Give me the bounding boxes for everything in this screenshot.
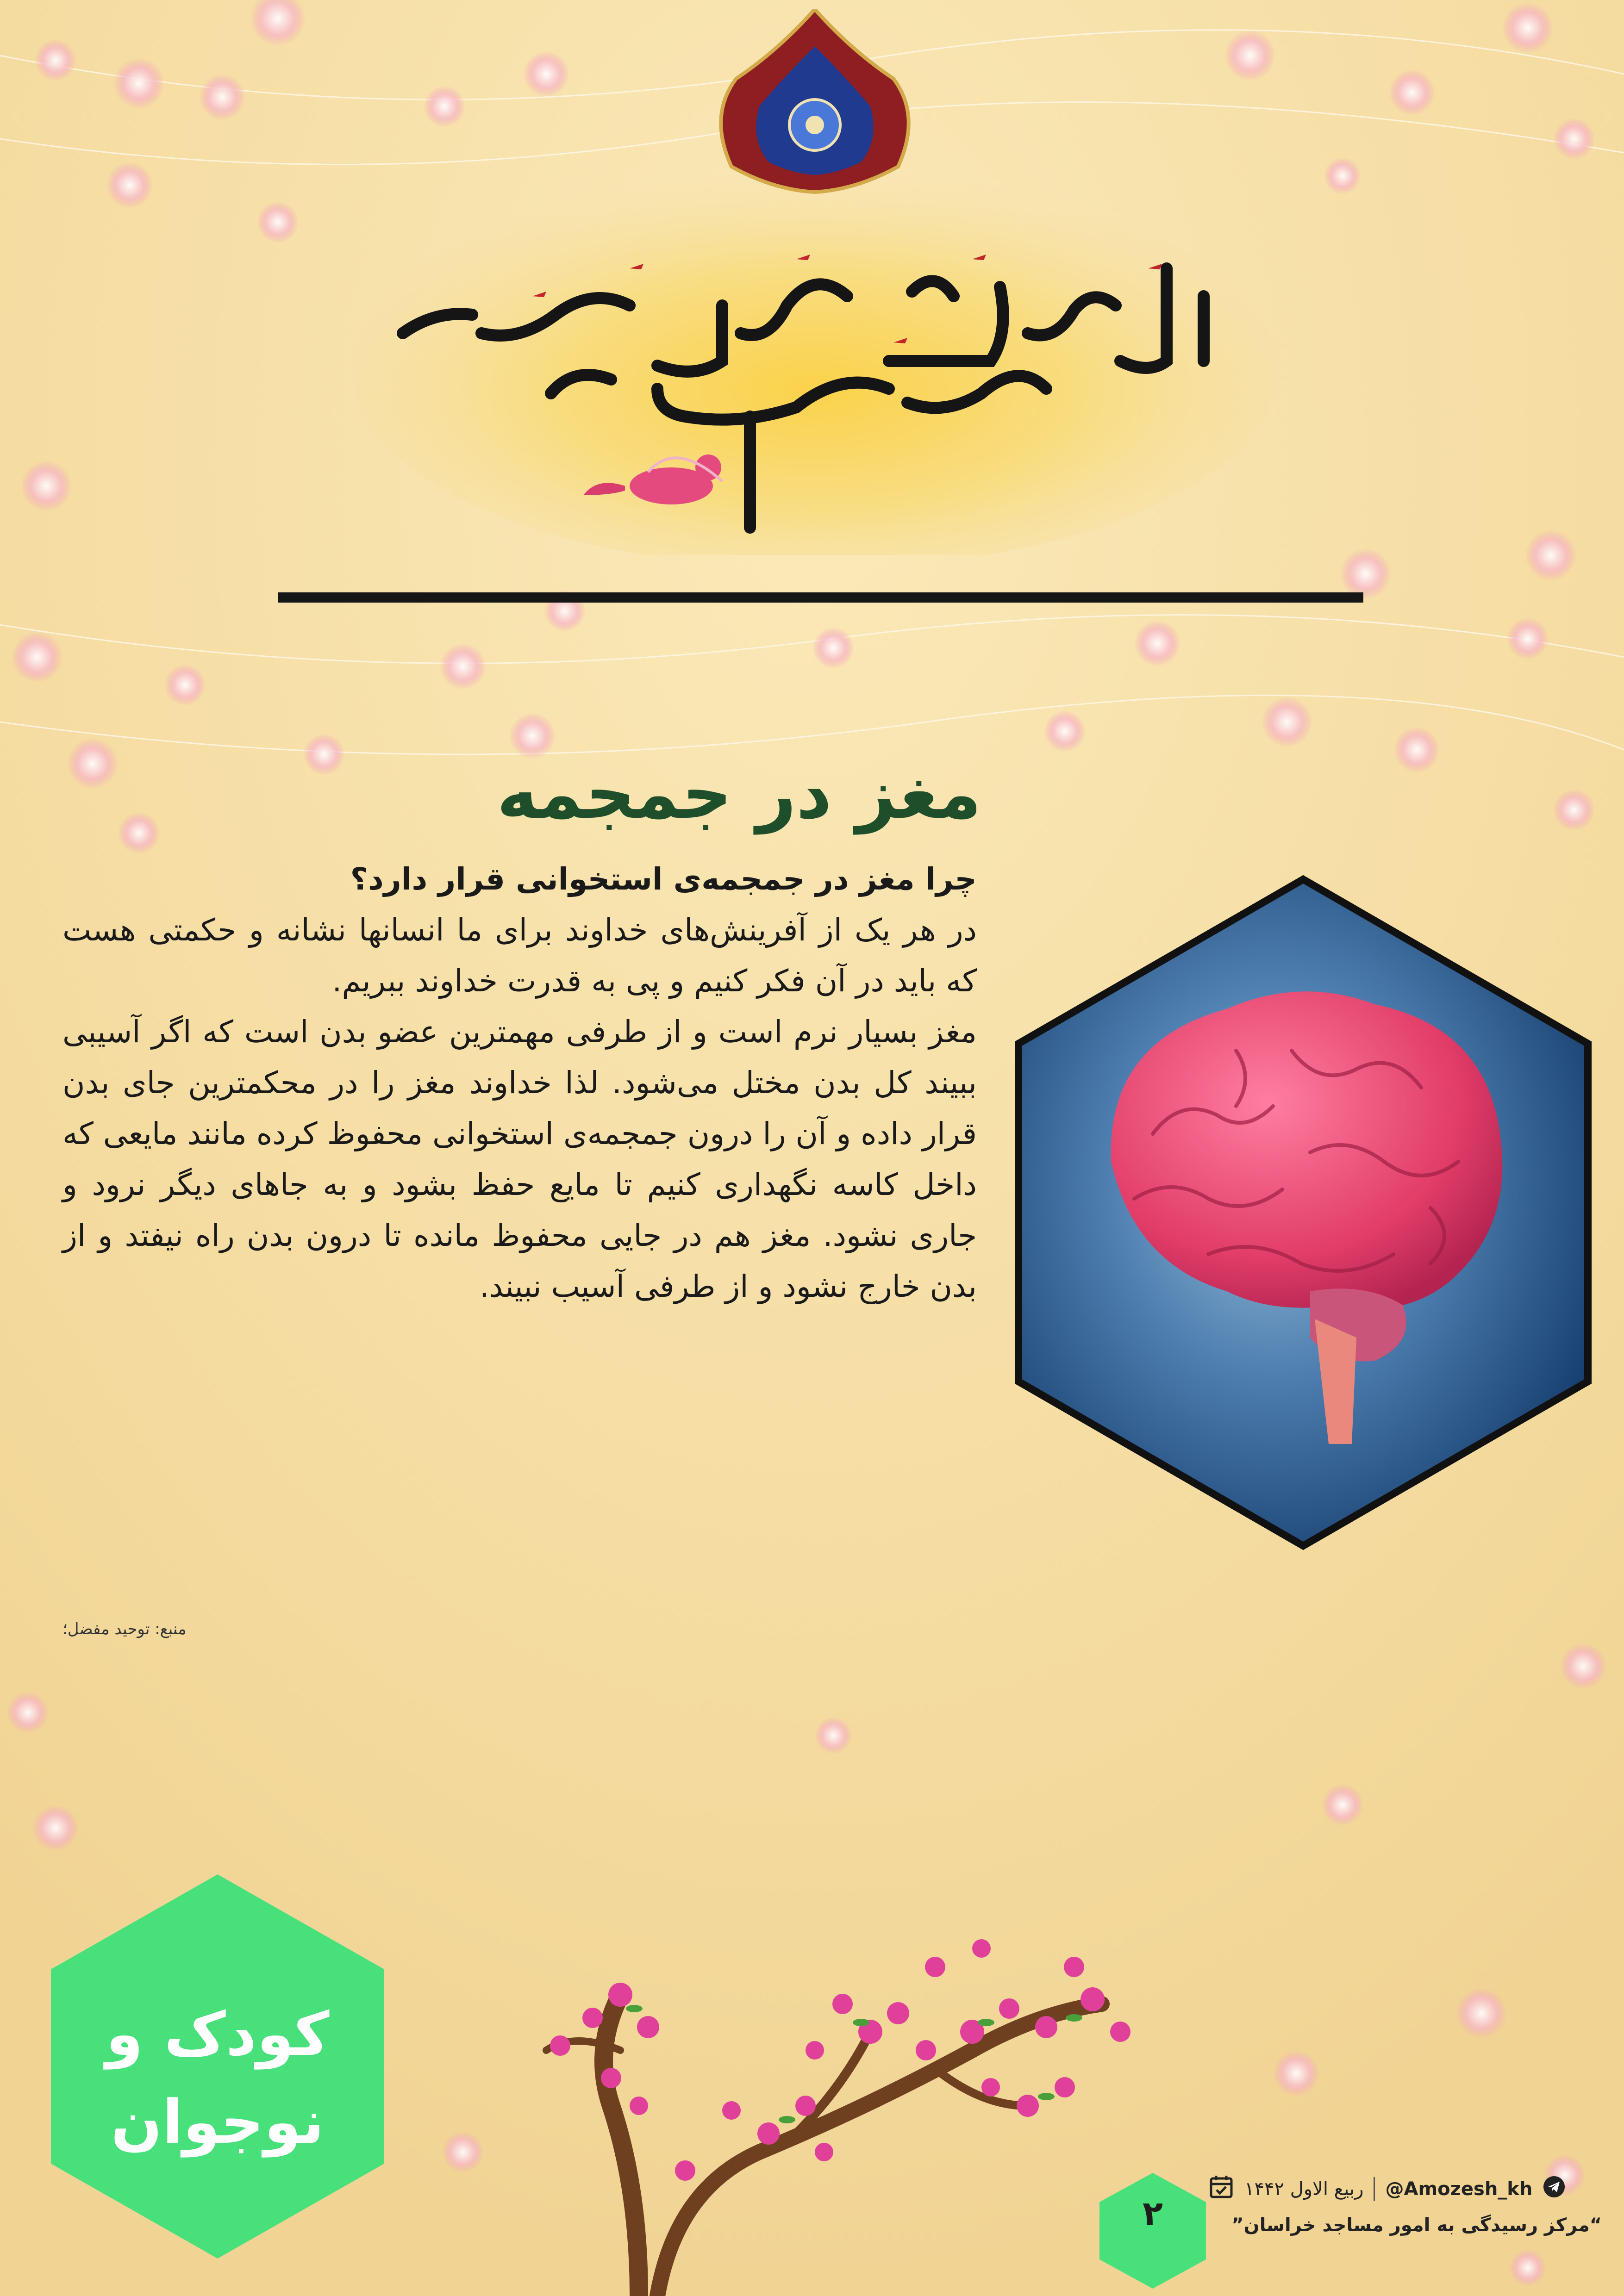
telegram-icon <box>1543 2175 1566 2203</box>
badge-line-2: نوجوان <box>111 2087 325 2157</box>
footer-organization: “مرکز رسیدگی به امور مساجد خراسان” <box>1231 2215 1602 2236</box>
page-number: ۲ <box>1143 2194 1163 2233</box>
footer-date: ربیع الاول ۱۴۴۲ <box>1244 2178 1364 2200</box>
category-badge-label <box>60 1990 375 2166</box>
article-source: منبع: توحید مفضل؛ <box>62 1620 187 1638</box>
dome-ornament <box>721 9 908 192</box>
article-paragraph-1: در هر یک از آفرینش‌های خداوند برای ما انسانها نشانه و حکمتی هست که باید در آن فکر کنیم و پی به قدرت خداوند ببریم. <box>62 912 977 999</box>
title-divider <box>278 592 1363 603</box>
article-question: چرا مغز در جمجمه‌ی استخوانی قرار دارد؟ <box>350 861 977 897</box>
footer-handle: @Amozesh_kh <box>1385 2178 1533 2200</box>
blossom-tree-illustration <box>518 1911 1194 2296</box>
article-title: مغز در جمجمه <box>497 753 981 834</box>
article-paragraph-2: مغز بسیار نرم است و از طرفی مهمترین عضو بدن است که اگر آسیبی ببیند کل بدن مختل می‌شود. لذا خداوند مغز را در محکمترین جای بدن قرار داده و آن را درون جمجمه‌ی استخوانی محفوظ کرده مانند مایعی که داخل کاسه نگهداری کنیم تا مایع حفظ بشود و به جاهای دیگر نرود و جاری نشود. مغز هم در جایی محفوظ مانده تا درون بدن راه نیفتد و از بدن خارج نشود و از طرفی آسیب نبیند. <box>62 1014 977 1304</box>
footer-info <box>1208 2173 1588 2205</box>
footer-separator <box>1374 2177 1375 2201</box>
brain-illustration <box>1014 875 1593 1550</box>
header-calligraphy-art <box>333 9 1296 555</box>
calendar-check-icon <box>1208 2174 1234 2204</box>
badge-line-1: کودک و <box>106 1999 330 2069</box>
article-body <box>62 854 977 1312</box>
